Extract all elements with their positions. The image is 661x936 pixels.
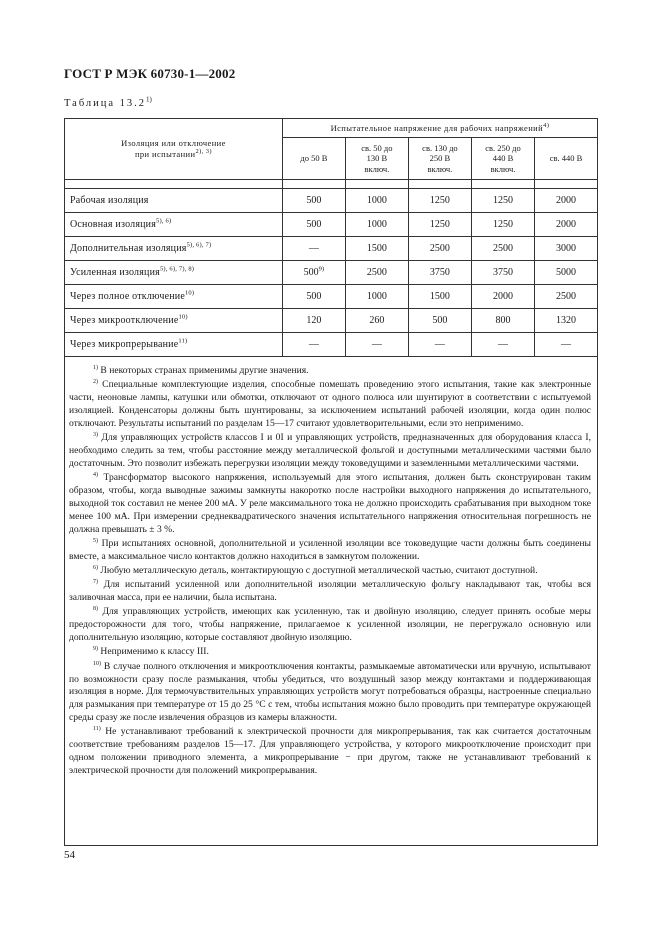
footnote	[69, 538, 591, 564]
cell-value: 1000	[366, 291, 387, 302]
column-header-line: до 50 В	[300, 153, 328, 164]
row-label-sup: 5), 6), 7)	[186, 241, 212, 249]
column-header-0	[282, 138, 345, 180]
table-cell	[345, 189, 408, 213]
table-cell	[345, 309, 408, 333]
cell-value: —	[308, 243, 319, 254]
column-header-line: 130 В	[366, 153, 388, 164]
footnote-marker: 6)	[93, 564, 98, 571]
table-cell	[345, 333, 408, 357]
table-cell	[408, 189, 471, 213]
table-cell	[408, 309, 471, 333]
footnote-text: Трансформатор высокого напряжения, используемый для этого испытания, должен быть сконструирован таким образом, чтобы, когда выводные зажимы замкнуты накоротко после настройки выходного напряжения до испытательного, выходной ток составил не менее 200 мА. У реле максимального тока не должно происходить срабатывания при выходном токе менее 100 мА. При измерении среднеквадратического значения испытательного напряжения относительная погрешность не должна превышать ± 3 %.	[69, 472, 591, 535]
cell-value: 500	[306, 195, 322, 206]
table-cell	[471, 309, 534, 333]
cell-value: —	[371, 339, 382, 350]
row-label-sup: 10)	[184, 289, 195, 297]
footnote-text: Любую металлическую деталь, контактирующую с доступной металлической частью, считают доступной.	[100, 565, 538, 577]
table-caption	[64, 95, 152, 109]
footnote-text: В некоторых странах применимы другие значения.	[100, 365, 309, 376]
cell-value: 2000	[556, 195, 576, 206]
row-label-cell	[65, 261, 283, 285]
row-label-cell	[65, 285, 283, 309]
row-header-line1: Изоляция или отключение	[121, 138, 226, 148]
table-cell	[535, 213, 598, 237]
row-header-cell	[65, 119, 283, 180]
table-cell	[535, 333, 598, 357]
column-header-line: св. 130 до	[422, 142, 458, 153]
footnote	[69, 565, 591, 578]
table-cell	[535, 261, 598, 285]
cell-value: —	[434, 339, 445, 350]
footnote-text: Для управляющих устройств, имеющих как усиленную, так и двойную изоляцию, следует принять особые меры предосторожности для того, чтобы напряжение, прилагаемое к усиленной изоляции, не перегружало основную или дополнительную изоляцию, которые составляют двойную изоляцию.	[69, 606, 591, 644]
footnote-text: Неприменимо к классу III.	[100, 646, 209, 658]
cell-value: 1000	[366, 195, 387, 206]
table-cell	[282, 189, 345, 213]
row-label-sup: 5), 6), 7), 8)	[159, 265, 195, 273]
row-label-cell	[65, 237, 283, 261]
column-header-2	[408, 138, 471, 180]
footnote-text: Для управляющих устройств классов I и 0I и управляющих устройств, предназначенных для оборудования класса I, необходимо следить за тем, чтобы расстояние между металлической фольгой и доступными металлическими частями было достаточным. Это позволит избежать перегрузки изоляции между токоведущими и заземленными металлическими частями.	[69, 432, 591, 469]
cell-value: 1500	[366, 243, 387, 254]
column-header-line: включ.	[427, 163, 453, 174]
column-header-1	[345, 138, 408, 180]
table-body	[65, 180, 598, 357]
table-cell	[282, 261, 345, 285]
table-cell	[408, 213, 471, 237]
footnote-marker: 5)	[93, 537, 98, 544]
footnote	[69, 379, 591, 431]
cell-value-sup: 9)	[318, 265, 325, 273]
cell-value: 1320	[556, 315, 576, 326]
cell-value: 2000	[556, 219, 576, 230]
column-header-line: св. 250 до	[485, 142, 521, 153]
column-header-line: св. 50 до	[361, 142, 393, 153]
row-label: Дополнительная изоляция	[70, 243, 187, 254]
cell-value: 260	[369, 315, 385, 326]
row-label: Через полное отключение	[70, 291, 185, 302]
table-cell	[282, 309, 345, 333]
table-cell	[471, 189, 534, 213]
table-cell	[282, 213, 345, 237]
column-header-3	[471, 138, 534, 180]
table-cell	[408, 237, 471, 261]
row-label-cell	[65, 333, 283, 357]
footnote	[69, 579, 591, 605]
document-header: ГОСТ Р МЭК 60730-1—2002	[64, 66, 236, 81]
footnote-text: Не устанавливают требований к электрической прочности для микропрерывания, так как считается достаточным соответствие требованиям разделов 15—17. Для управляющего устройства, у которого микроотключение происходит при одном положении приводного элемента, а микропрерывание − при другом, также не устанавливают требований к электрической прочности для положений микропрерывания.	[69, 726, 591, 777]
column-header-line: 440 В	[492, 153, 514, 164]
footnote	[69, 606, 591, 645]
footnote	[69, 661, 591, 726]
table-caption-text: Таблица 13.2	[64, 98, 147, 109]
footnote-text: В случае полного отключения и микроотключения контакты, размыкаемые автоматически или вручную, испытывают по возможности сразу после размыкания, чтобы убедиться, что воздушный зазор между контактами и поддерживающая изоляция в норме. Для термочувствительных управляющих устройств могут потребоваться образцы, настроенные специально для размыкания при температуре от 15 до 25 °С с тем, чтобы испытания можно было проводить при температуре окружающей среды сразу же после извлечения образцов из камеры влажности.	[69, 660, 591, 724]
cell-value: 3000	[556, 243, 576, 254]
cell-value: 3750	[492, 267, 513, 278]
cell-value: 1250	[492, 195, 513, 206]
row-label: Через микропрерывание	[70, 339, 179, 350]
footnote-marker: 4)	[93, 471, 98, 478]
column-header-line: 250 В	[429, 153, 451, 164]
row-label-cell	[65, 213, 283, 237]
cell-value: 120	[306, 315, 322, 326]
footnote	[69, 472, 591, 537]
row-label-sup: 5), 6)	[156, 217, 172, 225]
table-cell	[282, 237, 345, 261]
cell-value: 5000	[556, 267, 576, 278]
cell-value: 500	[303, 267, 319, 278]
row-label: Усиленная изоляция	[70, 267, 160, 278]
table-cell	[471, 237, 534, 261]
group-header-sup: 4)	[543, 122, 550, 130]
footnote-marker: 11)	[93, 726, 101, 733]
cell-value: —	[308, 339, 319, 350]
cell-value: 2500	[366, 267, 387, 278]
footnote-text: При испытаниях основной, дополнительной и усиленной изоляции все токоведущие части должны быть соединены вместе, а максимальное число контактов должно находиться в замкнутом положении.	[69, 537, 591, 562]
cell-value: 1250	[429, 195, 450, 206]
cell-value: 500	[306, 219, 322, 230]
row-label-sup: 10)	[178, 313, 188, 321]
row-label-cell	[65, 189, 283, 213]
table-row	[65, 189, 598, 213]
cell-value: 2500	[492, 243, 513, 254]
table-row	[65, 213, 598, 237]
footnote-marker: 3)	[93, 431, 98, 438]
footnote-text: Специальные комплектующие изделия, способные помешать проведению этого испытания, такие как электронные части, неоновые лампы, катушки или обмотки, отключают от одного полюса или шунтируют в соответствии с испытуемой изоляцией. Конденсаторы должны быть шунтированы, за исключением испытаний рабочей изоляции, когда один полюс отключают. Результаты испытаний по разделам 15—17 считают удовлетворительными, если это неприменимо.	[69, 379, 591, 429]
footnote-text: Для испытаний усиленной или дополнительной изоляции металлическую фольгу накладывают так, чтобы вся заливочная масса, при ее наличии, была испытана.	[69, 579, 591, 604]
test-voltage-table	[64, 118, 598, 357]
table-cell	[535, 309, 598, 333]
table-cell	[408, 261, 471, 285]
row-label: Рабочая изоляция	[70, 195, 149, 206]
table-cell	[345, 285, 408, 309]
table-row	[65, 261, 598, 285]
row-label: Через микроотключение	[70, 315, 179, 326]
group-header-cell	[282, 119, 597, 138]
cell-value: 1500	[429, 291, 450, 302]
row-header-line2: при испытании	[134, 149, 196, 159]
footnote	[69, 646, 591, 659]
table-caption-sup: 1)	[146, 95, 152, 104]
table-row	[65, 237, 598, 261]
table-cell	[345, 213, 408, 237]
row-label-sup: 11)	[178, 337, 188, 345]
cell-value: 2500	[556, 291, 576, 302]
footnote-marker: 2)	[93, 379, 98, 386]
table-cell	[535, 189, 598, 213]
cell-value: 800	[495, 315, 511, 326]
table-cell	[471, 333, 534, 357]
page-number: 54	[64, 849, 75, 861]
table-cell	[408, 333, 471, 357]
cell-value: 1250	[492, 219, 513, 230]
row-label-cell	[65, 309, 283, 333]
cell-value: 2000	[492, 291, 513, 302]
table-cell	[282, 333, 345, 357]
table-cell	[471, 261, 534, 285]
table-cell	[345, 261, 408, 285]
footnote-marker: 9)	[93, 646, 98, 653]
footnote-marker: 8)	[93, 606, 98, 613]
footnote	[69, 432, 591, 471]
row-label: Основная изоляция	[70, 219, 157, 230]
cell-value: 3750	[429, 267, 450, 278]
column-header-line: включ.	[490, 163, 516, 174]
table-row	[65, 333, 598, 357]
footnote-marker: 10)	[93, 660, 101, 667]
cell-value: 500	[306, 291, 322, 302]
cell-value: 2500	[429, 243, 450, 254]
column-header-line: св. 440 В	[549, 153, 583, 164]
cell-value: —	[561, 339, 571, 350]
row-header-sup: 2), 3)	[195, 148, 212, 156]
table-cell	[282, 285, 345, 309]
table-cell	[345, 237, 408, 261]
cell-value: 1000	[366, 219, 387, 230]
table-cell	[535, 237, 598, 261]
cell-value: —	[497, 339, 508, 350]
footnote	[69, 365, 591, 378]
footnote-marker: 7)	[93, 579, 98, 586]
footnote-marker: 1)	[93, 364, 98, 371]
footnotes	[69, 365, 591, 779]
table-cell	[471, 285, 534, 309]
column-header-line: включ.	[364, 163, 390, 174]
cell-value: 1250	[429, 219, 450, 230]
footnote	[69, 726, 591, 778]
group-header-text: Испытательное напряжение для рабочих напряжений	[330, 123, 544, 133]
table-cell	[408, 285, 471, 309]
column-header-4	[535, 138, 598, 180]
table-cell	[471, 213, 534, 237]
table-gap-row	[65, 180, 598, 189]
table-row	[65, 309, 598, 333]
table-row	[65, 285, 598, 309]
cell-value: 500	[432, 315, 448, 326]
table-cell	[535, 285, 598, 309]
